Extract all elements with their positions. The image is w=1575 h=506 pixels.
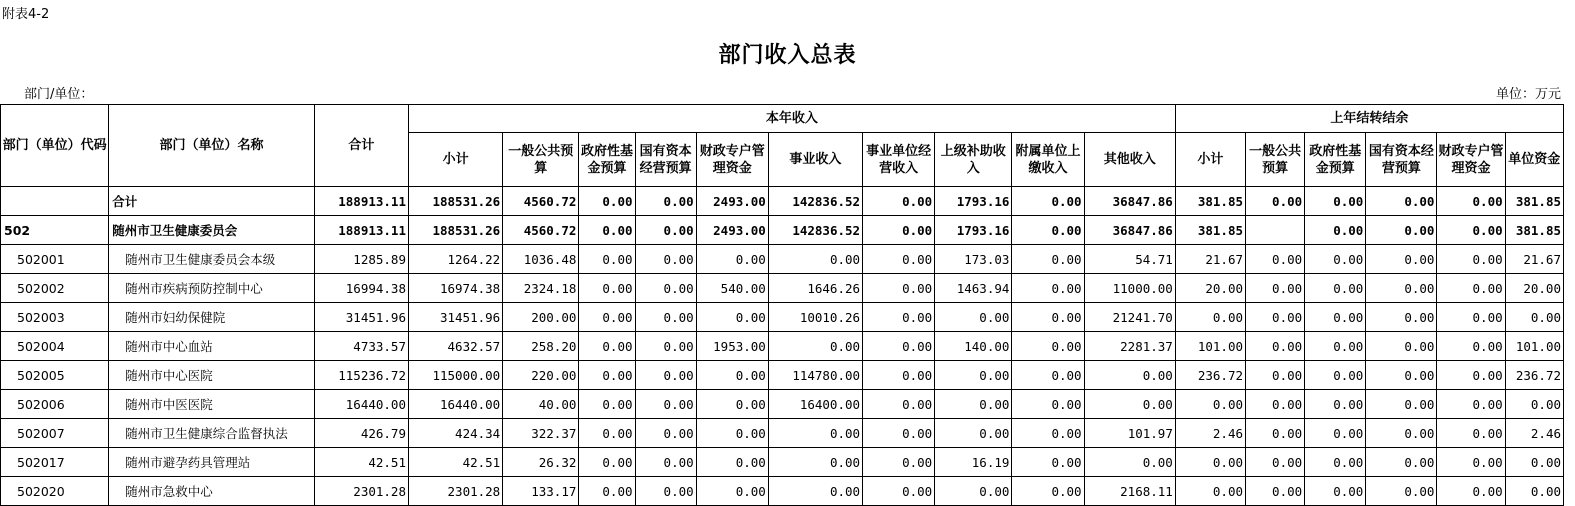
row-cell: 42.51 <box>314 448 408 477</box>
row-cell: 188531.26 <box>408 216 502 245</box>
row-cell: 0.00 <box>935 361 1012 390</box>
row-cell: 381.85 <box>1505 187 1563 216</box>
row-cell: 381.85 <box>1505 216 1563 245</box>
row-cell: 0.00 <box>863 448 935 477</box>
row-cell: 0.00 <box>696 448 768 477</box>
row-cell: 2168.11 <box>1084 477 1175 506</box>
table-row <box>1 448 1564 477</box>
row-cell: 0.00 <box>1305 390 1366 419</box>
table-row <box>1 361 1564 390</box>
row-code: 502017 <box>1 448 109 477</box>
row-cell: 0.00 <box>1366 419 1437 448</box>
row-cell: 0.00 <box>579 216 635 245</box>
row-cell: 2.46 <box>1175 419 1245 448</box>
row-cell: 0.00 <box>1437 332 1505 361</box>
row-cell: 0.00 <box>1366 303 1437 332</box>
row-cell: 258.20 <box>503 332 579 361</box>
row-cell: 0.00 <box>1305 303 1366 332</box>
row-code: 502 <box>1 216 109 245</box>
row-cell: 236.72 <box>1175 361 1245 390</box>
row-cell: 0.00 <box>1505 390 1563 419</box>
row-cell: 0.00 <box>1437 448 1505 477</box>
row-cell: 0.00 <box>635 274 696 303</box>
row-name: 随州市中医医院 <box>109 390 315 419</box>
row-cell: 0.00 <box>635 448 696 477</box>
row-cell: 2281.37 <box>1084 332 1175 361</box>
row-cell: 0.00 <box>635 216 696 245</box>
row-cell: 0.00 <box>1437 390 1505 419</box>
header-total: 合计 <box>314 105 408 187</box>
unit-label: 单位：万元 <box>1495 87 1561 102</box>
row-cell: 0.00 <box>1175 448 1245 477</box>
row-cell: 0.00 <box>863 477 935 506</box>
row-cell: 140.00 <box>935 332 1012 361</box>
row-cell: 0.00 <box>1366 216 1437 245</box>
row-cell: 188531.26 <box>408 187 502 216</box>
row-cell: 0.00 <box>1437 216 1505 245</box>
row-code: 502003 <box>1 303 109 332</box>
dept-label: 部门/单位： <box>24 87 94 102</box>
table-row <box>1 216 1564 245</box>
row-cell: 2301.28 <box>314 477 408 506</box>
row-cell: 0.00 <box>1246 274 1305 303</box>
row-cell: 0.00 <box>1305 245 1366 274</box>
row-cell: 0.00 <box>1305 477 1366 506</box>
row-cell: 0.00 <box>696 477 768 506</box>
row-cell: 1463.94 <box>935 274 1012 303</box>
row-cell: 0.00 <box>1012 216 1084 245</box>
row-cell: 0.00 <box>863 361 935 390</box>
row-cell: 424.34 <box>408 419 502 448</box>
row-cell: 0.00 <box>1084 361 1175 390</box>
row-cell: 36847.86 <box>1084 187 1175 216</box>
header-last-col-0: 小计 <box>1175 133 1245 187</box>
row-cell: 173.03 <box>935 245 1012 274</box>
row-cell: 21.67 <box>1505 245 1563 274</box>
row-name: 随州市疾病预防控制中心 <box>109 274 315 303</box>
row-cell: 0.00 <box>1505 448 1563 477</box>
row-cell: 0.00 <box>1505 477 1563 506</box>
row-name: 随州市急救中心 <box>109 477 315 506</box>
row-cell: 1793.16 <box>935 216 1012 245</box>
table-row <box>1 187 1564 216</box>
row-name: 随州市卫生健康委员会本级 <box>109 245 315 274</box>
row-cell: 40.00 <box>503 390 579 419</box>
row-cell: 0.00 <box>768 419 862 448</box>
row-cell: 0.00 <box>1246 419 1305 448</box>
row-cell: 0.00 <box>768 448 862 477</box>
row-cell: 4560.72 <box>503 187 579 216</box>
row-cell: 0.00 <box>1012 477 1084 506</box>
row-cell: 1646.26 <box>768 274 862 303</box>
row-cell: 0.00 <box>579 245 635 274</box>
table-row <box>1 390 1564 419</box>
header-current-col-6: 事业单位经营收入 <box>863 133 935 187</box>
table-row <box>1 245 1564 274</box>
row-cell: 0.00 <box>635 332 696 361</box>
table-row <box>1 419 1564 448</box>
row-cell: 2493.00 <box>696 187 768 216</box>
row-cell: 1953.00 <box>696 332 768 361</box>
row-code: 502004 <box>1 332 109 361</box>
row-cell: 0.00 <box>1305 187 1366 216</box>
row-cell: 16994.38 <box>314 274 408 303</box>
row-cell: 115000.00 <box>408 361 502 390</box>
row-cell: 2324.18 <box>503 274 579 303</box>
row-cell: 16400.00 <box>768 390 862 419</box>
row-cell: 0.00 <box>1175 390 1245 419</box>
row-cell: 381.85 <box>1175 216 1245 245</box>
row-cell: 0.00 <box>1012 361 1084 390</box>
row-cell: 0.00 <box>579 187 635 216</box>
row-cell: 20.00 <box>1505 274 1563 303</box>
header-current-col-0: 小计 <box>408 133 502 187</box>
row-code: 502006 <box>1 390 109 419</box>
row-cell: 101.00 <box>1175 332 1245 361</box>
row-cell: 0.00 <box>863 303 935 332</box>
table-row <box>1 303 1564 332</box>
row-cell: 0.00 <box>1366 448 1437 477</box>
row-cell: 0.00 <box>1246 390 1305 419</box>
table-row <box>1 332 1564 361</box>
row-cell: 0.00 <box>1305 332 1366 361</box>
row-cell: 0.00 <box>1437 477 1505 506</box>
header-last-col-3: 国有资本经营预算 <box>1366 133 1437 187</box>
row-name: 随州市中心血站 <box>109 332 315 361</box>
row-cell: 0.00 <box>579 361 635 390</box>
row-cell: 0.00 <box>696 419 768 448</box>
header-code: 部门（单位）代码 <box>1 105 109 187</box>
row-code: 502007 <box>1 419 109 448</box>
row-cell: 0.00 <box>579 303 635 332</box>
row-cell: 16440.00 <box>314 390 408 419</box>
row-cell: 0.00 <box>863 245 935 274</box>
header-last-col-4: 财政专户管理资金 <box>1437 133 1505 187</box>
row-cell: 220.00 <box>503 361 579 390</box>
row-cell: 0.00 <box>1437 419 1505 448</box>
row-cell: 4560.72 <box>503 216 579 245</box>
header-name: 部门（单位）名称 <box>109 105 315 187</box>
row-cell: 0.00 <box>935 477 1012 506</box>
header-last-col-2: 政府性基金预算 <box>1305 133 1366 187</box>
row-name: 随州市中心医院 <box>109 361 315 390</box>
row-cell: 0.00 <box>635 187 696 216</box>
row-cell: 0.00 <box>1084 448 1175 477</box>
row-cell: 0.00 <box>579 332 635 361</box>
row-cell: 20.00 <box>1175 274 1245 303</box>
row-cell: 188913.11 <box>314 187 408 216</box>
row-cell: 0.00 <box>863 274 935 303</box>
row-cell: 0.00 <box>1012 390 1084 419</box>
row-cell: 0.00 <box>579 448 635 477</box>
row-cell: 0.00 <box>1012 332 1084 361</box>
income-table <box>0 104 1564 506</box>
row-cell: 0.00 <box>579 274 635 303</box>
row-cell: 188913.11 <box>314 216 408 245</box>
row-cell: 200.00 <box>503 303 579 332</box>
row-cell: 0.00 <box>1246 187 1305 216</box>
row-cell: 0.00 <box>1305 274 1366 303</box>
row-cell: 0.00 <box>1305 419 1366 448</box>
row-cell: 0.00 <box>1012 187 1084 216</box>
row-cell: 0.00 <box>768 245 862 274</box>
row-cell: 0.00 <box>1246 332 1305 361</box>
row-cell: 31451.96 <box>314 303 408 332</box>
row-code: 502002 <box>1 274 109 303</box>
row-cell: 0.00 <box>696 361 768 390</box>
row-cell: 21241.70 <box>1084 303 1175 332</box>
row-cell: 0.00 <box>1437 361 1505 390</box>
page-title: 部门收入总表 <box>718 43 857 68</box>
header-last-year: 上年结转结余 <box>1175 105 1563 133</box>
header-current-col-1: 一般公共预算 <box>503 133 579 187</box>
row-cell: 2.46 <box>1505 419 1563 448</box>
row-code: 502005 <box>1 361 109 390</box>
row-cell: 142836.52 <box>768 187 862 216</box>
row-cell: 11000.00 <box>1084 274 1175 303</box>
row-cell: 0.00 <box>863 332 935 361</box>
row-cell: 0.00 <box>1246 477 1305 506</box>
row-name: 合计 <box>109 187 315 216</box>
row-cell: 0.00 <box>696 303 768 332</box>
row-cell: 10010.26 <box>768 303 862 332</box>
header-current-col-4: 财政专户管理资金 <box>696 133 768 187</box>
row-cell: 0.00 <box>635 477 696 506</box>
table-row <box>1 274 1564 303</box>
row-cell: 42.51 <box>408 448 502 477</box>
annex-label: 附表4-2 <box>2 7 50 22</box>
row-cell: 0.00 <box>1175 477 1245 506</box>
row-cell: 1285.89 <box>314 245 408 274</box>
row-cell: 0.00 <box>1246 361 1305 390</box>
row-cell: 0.00 <box>635 361 696 390</box>
row-cell: 21.67 <box>1175 245 1245 274</box>
row-cell: 0.00 <box>1012 303 1084 332</box>
row-cell: 236.72 <box>1505 361 1563 390</box>
row-cell: 0.00 <box>863 390 935 419</box>
row-cell: 1036.48 <box>503 245 579 274</box>
row-cell: 0.00 <box>935 303 1012 332</box>
row-cell: 0.00 <box>863 187 935 216</box>
row-cell: 0.00 <box>635 245 696 274</box>
row-cell: 0.00 <box>1366 187 1437 216</box>
row-cell: 0.00 <box>1246 303 1305 332</box>
row-cell: 133.17 <box>503 477 579 506</box>
row-cell: 0.00 <box>863 419 935 448</box>
row-code: 502001 <box>1 245 109 274</box>
row-cell: 0.00 <box>696 390 768 419</box>
row-cell: 0.00 <box>768 332 862 361</box>
row-cell: 4733.57 <box>314 332 408 361</box>
row-cell: 115236.72 <box>314 361 408 390</box>
row-cell: 0.00 <box>1084 390 1175 419</box>
row-cell: 0.00 <box>1366 361 1437 390</box>
row-cell: 0.00 <box>935 390 1012 419</box>
row-cell: 0.00 <box>1366 332 1437 361</box>
row-cell: 540.00 <box>696 274 768 303</box>
row-cell: 16440.00 <box>408 390 502 419</box>
row-name: 随州市卫生健康综合监督执法 <box>109 419 315 448</box>
row-cell: 101.97 <box>1084 419 1175 448</box>
header-current-col-5: 事业收入 <box>768 133 862 187</box>
row-cell: 0.00 <box>1175 303 1245 332</box>
row-cell: 0.00 <box>579 477 635 506</box>
row-cell: 0.00 <box>1366 245 1437 274</box>
header-last-col-1: 一般公共预算 <box>1246 133 1305 187</box>
row-code: 502020 <box>1 477 109 506</box>
row-cell: 0.00 <box>1012 245 1084 274</box>
row-cell: 0.00 <box>1012 448 1084 477</box>
row-cell: 0.00 <box>1437 274 1505 303</box>
row-cell: 0.00 <box>1012 274 1084 303</box>
row-cell: 322.37 <box>503 419 579 448</box>
row-cell: 0.00 <box>1305 361 1366 390</box>
row-cell: 0.00 <box>579 390 635 419</box>
row-cell: 0.00 <box>1505 303 1563 332</box>
header-current-col-8: 附属单位上缴收入 <box>1012 133 1084 187</box>
row-cell: 1793.16 <box>935 187 1012 216</box>
row-name: 随州市避孕药具管理站 <box>109 448 315 477</box>
row-cell: 36847.86 <box>1084 216 1175 245</box>
header-current-year: 本年收入 <box>408 105 1175 133</box>
row-cell: 0.00 <box>1366 477 1437 506</box>
row-cell: 0.00 <box>1012 419 1084 448</box>
row-cell: 426.79 <box>314 419 408 448</box>
row-cell: 0.00 <box>1305 448 1366 477</box>
row-cell: 0.00 <box>1437 187 1505 216</box>
row-cell: 0.00 <box>863 216 935 245</box>
row-cell: 0.00 <box>635 303 696 332</box>
table-row <box>1 477 1564 506</box>
header-current-col-9: 其他收入 <box>1084 133 1175 187</box>
row-name: 随州市卫生健康委员会 <box>109 216 315 245</box>
row-cell: 0.00 <box>1366 274 1437 303</box>
row-cell: 101.00 <box>1505 332 1563 361</box>
row-cell: 31451.96 <box>408 303 502 332</box>
header-current-col-7: 上级补助收入 <box>935 133 1012 187</box>
row-cell: 2301.28 <box>408 477 502 506</box>
row-cell: 0.00 <box>579 419 635 448</box>
row-cell: 0.00 <box>1246 245 1305 274</box>
row-cell: 0.00 <box>768 477 862 506</box>
row-cell: 2493.00 <box>696 216 768 245</box>
row-cell: 0.00 <box>1366 390 1437 419</box>
row-cell: 0.00 <box>1437 303 1505 332</box>
row-cell: 114780.00 <box>768 361 862 390</box>
row-cell: 0.00 <box>1246 448 1305 477</box>
row-cell: 0.00 <box>635 419 696 448</box>
row-cell: 0.00 <box>696 245 768 274</box>
row-cell: 16.19 <box>935 448 1012 477</box>
header-last-col-5: 单位资金 <box>1505 133 1563 187</box>
row-cell: 26.32 <box>503 448 579 477</box>
row-cell: 0.00 <box>635 390 696 419</box>
row-code <box>1 187 109 216</box>
row-cell: 381.85 <box>1175 187 1245 216</box>
row-cell: 0.00 <box>935 419 1012 448</box>
row-cell: 16974.38 <box>408 274 502 303</box>
row-cell <box>1246 216 1305 245</box>
row-cell: 4632.57 <box>408 332 502 361</box>
header-current-col-2: 政府性基金预算 <box>579 133 635 187</box>
header-current-col-3: 国有资本经营预算 <box>635 133 696 187</box>
row-cell: 0.00 <box>1437 245 1505 274</box>
row-cell: 142836.52 <box>768 216 862 245</box>
row-cell: 0.00 <box>1305 216 1366 245</box>
row-cell: 54.71 <box>1084 245 1175 274</box>
row-cell: 1264.22 <box>408 245 502 274</box>
row-name: 随州市妇幼保健院 <box>109 303 315 332</box>
